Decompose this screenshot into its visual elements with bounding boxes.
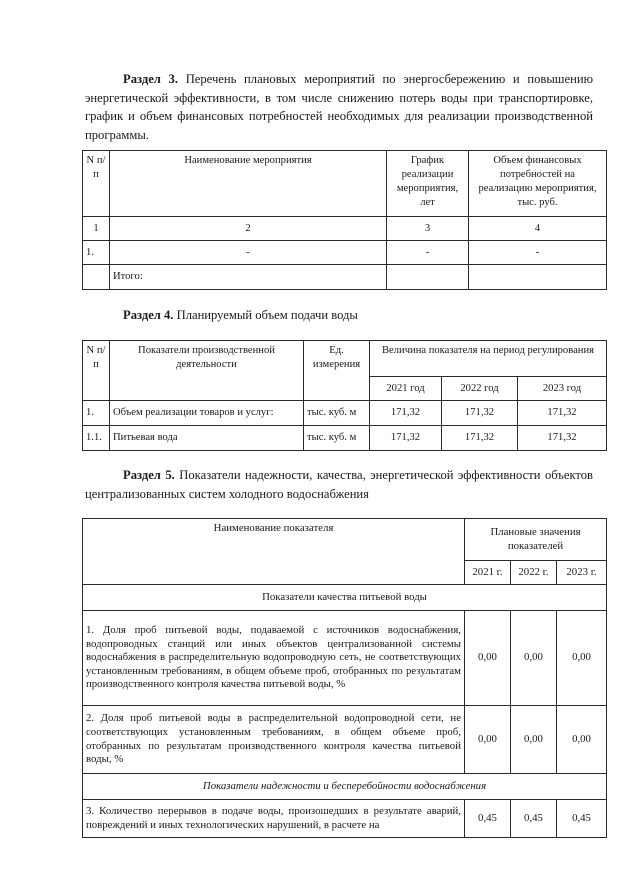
indicator-text: 1. Доля проб питьевой воды, подаваемой с источников водоснабжения, водопроводных станций или иных объектов централизованной системы водоснабжения в распределительную водопроводную сеть, не соответствующих установленным требованиям, в общем объеме проб, отобранных по результатам производственного контроля качества питьевой воды, % [83, 611, 465, 706]
col-number: 3 [387, 217, 469, 241]
year-header: 2022 г. [511, 561, 557, 585]
year-header: 2023 г. [557, 561, 607, 585]
indicator-value: 0,00 [557, 706, 607, 774]
row-value: 171,32 [370, 401, 442, 426]
empty-cell [83, 265, 110, 290]
col-number: 4 [469, 217, 607, 241]
row-cell: - [387, 241, 469, 265]
row-num: 1. [83, 401, 110, 426]
header-name: Наименование мероприятия [110, 151, 387, 217]
section5-text: Показатели надежности, качества, энергетической эффективности объектов централизованных систем холодного водоснабжения [85, 468, 593, 501]
section4-heading [123, 306, 593, 325]
total-label: Итого: [110, 265, 387, 290]
section4-table [82, 340, 607, 451]
row-cell: - [469, 241, 607, 265]
table-row [83, 706, 607, 774]
section3-label: Раздел 3. [123, 72, 178, 86]
col-number: 2 [110, 217, 387, 241]
indicator-value: 0,00 [465, 706, 511, 774]
indicator-value: 0,45 [511, 800, 557, 838]
header-num: N п/п [83, 151, 110, 217]
row-name: Объем реализации товаров и услуг: [110, 401, 304, 426]
row-value: 171,32 [442, 401, 518, 426]
header-indicators: Показатели производственной деятельности [110, 341, 304, 401]
indicator-text: 3. Количество перерывов в подаче воды, произошедших в результате аварий, повреждений и иных технологических нарушений, в расчете на [83, 800, 465, 838]
section4-label: Раздел 4. [123, 308, 174, 322]
header-finance: Объем финансовых потребностей на реализацию мероприятия, тыс. руб. [469, 151, 607, 217]
row-name: Питьевая вода [110, 426, 304, 451]
group-header-quality: Показатели качества питьевой воды [83, 585, 607, 611]
indicator-text: 2. Доля проб питьевой воды в распределительной водопроводной сети, не соответствующих установленным требованиям, в общем объеме проб, отобранных по результатам производственного контроля качества питьевой воды, % [83, 706, 465, 774]
empty-cell [387, 265, 469, 290]
indicator-value: 0,00 [511, 706, 557, 774]
header-num: N п/п [83, 341, 110, 401]
row-unit: тыс. куб. м [304, 401, 370, 426]
header-unit: Ед. измерения [304, 341, 370, 401]
table-row [83, 800, 607, 838]
row-num: 1.1. [83, 426, 110, 451]
row-value: 171,32 [518, 426, 607, 451]
indicator-value: 0,00 [557, 611, 607, 706]
header-schedule: График реализации мероприятия, лет [387, 151, 469, 217]
section4-text: Планируемый объем подачи воды [173, 308, 358, 322]
row-num: 1. [83, 241, 110, 265]
indicator-value: 0,45 [557, 800, 607, 838]
table-row [83, 611, 607, 706]
section3-table [82, 150, 607, 290]
year-header: 2021 г. [465, 561, 511, 585]
empty-cell [469, 265, 607, 290]
indicator-value: 0,00 [511, 611, 557, 706]
year-header: 2022 год [442, 377, 518, 401]
section3-heading [85, 70, 593, 144]
row-value: 171,32 [442, 426, 518, 451]
group-header-reliability: Показатели надежности и бесперебойности водоснабжения [83, 774, 607, 800]
section5-heading [85, 466, 593, 503]
section3-text: Перечень плановых мероприятий по энергосбережению и повышению энергетической эффективности, в том числе снижению потерь воды при транспортировке, график и объем финансовых потребностей необходимых для реализации производственной программы. [85, 72, 593, 142]
table-row [83, 426, 607, 451]
row-cell: - [110, 241, 387, 265]
section5-table [82, 518, 607, 838]
header-indicator-name: Наименование показателя [83, 519, 465, 585]
year-header: 2023 год [518, 377, 607, 401]
row-value: 171,32 [518, 401, 607, 426]
header-period: Величина показателя на период регулирования [370, 341, 607, 377]
row-unit: тыс. куб. м [304, 426, 370, 451]
table-row [83, 401, 607, 426]
indicator-value: 0,45 [465, 800, 511, 838]
header-plan: Плановые значения показателей [465, 519, 607, 561]
row-value: 171,32 [370, 426, 442, 451]
indicator-value: 0,00 [465, 611, 511, 706]
col-number: 1 [83, 217, 110, 241]
section5-label: Раздел 5. [123, 468, 175, 482]
year-header: 2021 год [370, 377, 442, 401]
